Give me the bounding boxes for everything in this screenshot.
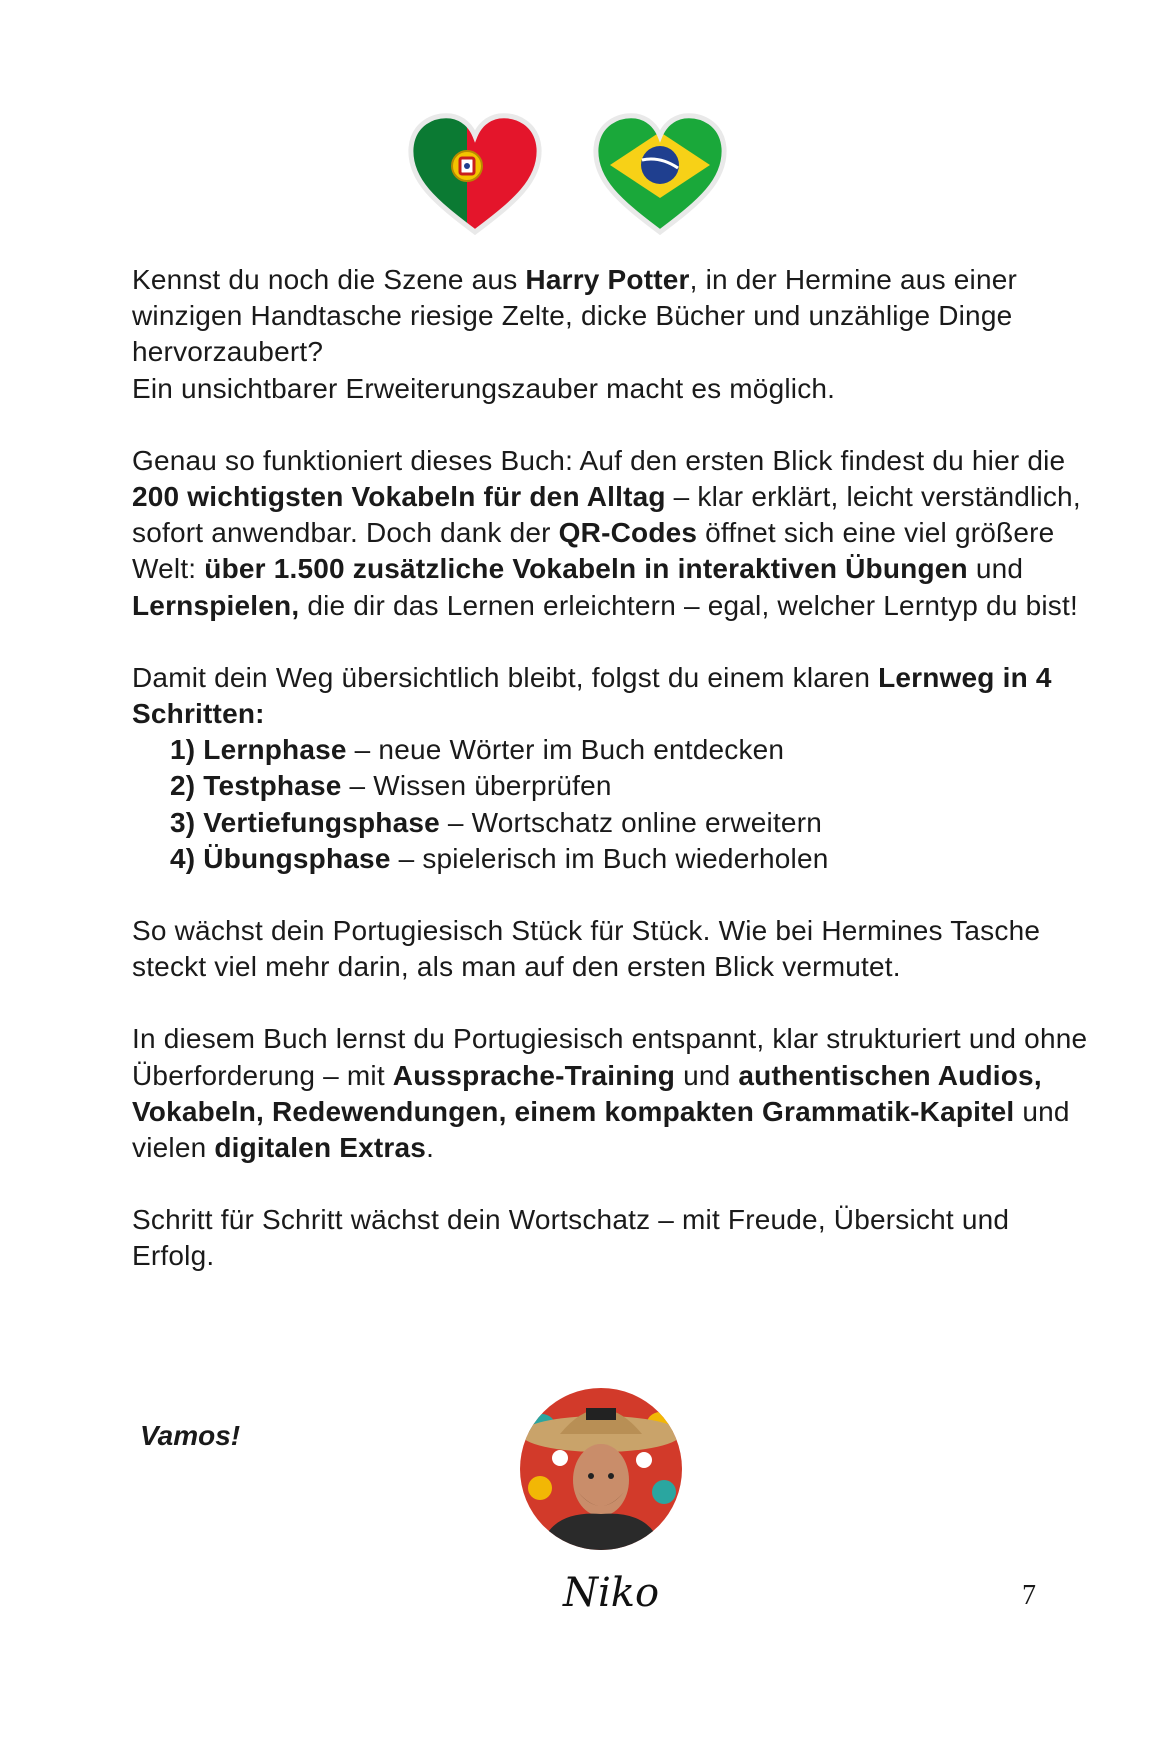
flag-hearts	[0, 110, 1167, 240]
body-text	[132, 262, 1092, 1275]
portugal-flag-heart-icon	[405, 110, 545, 240]
paragraph-growth: So wächst dein Portugiesisch Stück für Stück. Wie bei Hermines Tasche steckt viel mehr darin, als man auf den ersten Blick vermutet.	[132, 915, 1041, 983]
author-avatar	[520, 1388, 682, 1550]
page-number: 7	[1022, 1580, 1036, 1611]
svg-text:Niko: Niko	[563, 1570, 660, 1616]
paragraph-book-concept: Genau so funktioniert dieses Buch: Auf den ersten Blick findest du hier die 200 wichtigsten Vokabeln für den Alltag – klar erklärt, leicht verständlich, sofort anwendbar. Doch dank der QR-Codes öffnet sich eine viel größere Welt: über 1.500 zusätzliche Vokabeln in interaktiven Übungen und Lernspielen, die dir das Lernen erleichtern – egal, welcher Lerntyp du bist!	[132, 444, 1081, 621]
step-item: 2) Testphase – Wissen überprüfen	[170, 770, 612, 802]
learning-steps-list	[132, 732, 1092, 877]
paragraph-magic: Ein unsichtbarer Erweiterungszauber macht es möglich.	[132, 372, 836, 404]
step-item: 3) Vertiefungsphase – Wortschatz online erweitern	[170, 806, 822, 838]
signature	[555, 1558, 665, 1628]
step-item: 4) Übungsphase – spielerisch im Buch wiederholen	[170, 842, 829, 874]
closing-vamos: Vamos!	[140, 1420, 241, 1451]
brazil-flag-heart-icon	[590, 110, 730, 240]
paragraph-book-features: In diesem Buch lernst du Portugiesisch entspannt, klar strukturiert und ohne Überforderung – mit Aussprache-Training und authentischen Audios, Vokabeln, Redewendungen, einem kompakten Grammatik-Kapitel und vielen digitalen Extras.	[132, 1023, 1088, 1164]
paragraph-closing: Schritt für Schritt wächst dein Wortschatz – mit Freude, Übersicht und Erfolg.	[132, 1204, 1010, 1272]
step-item: 1) Lernphase – neue Wörter im Buch entdecken	[170, 734, 785, 766]
paragraph-harry-potter: Kennst du noch die Szene aus Harry Potter, in der Hermine aus einer winzigen Handtasche riesige Zelte, dicke Bücher und unzählige Dinge hervorzaubert?	[132, 264, 1018, 368]
paragraph-learning-path: Damit dein Weg übersichtlich bleibt, folgst du einem klaren Lernweg in 4 Schritten:	[132, 661, 1052, 730]
